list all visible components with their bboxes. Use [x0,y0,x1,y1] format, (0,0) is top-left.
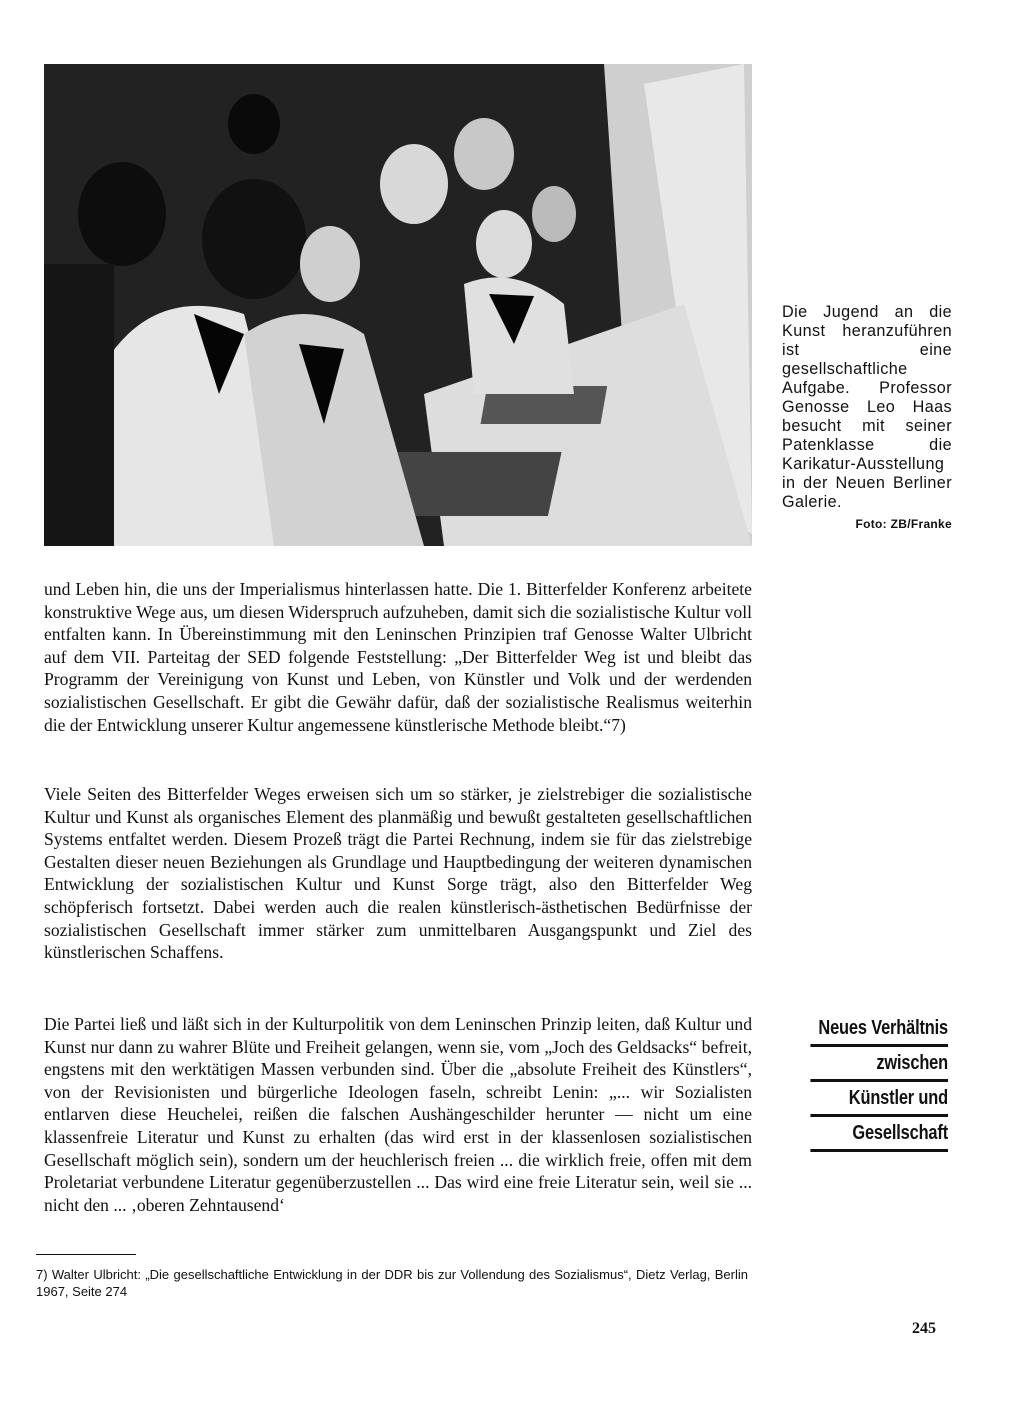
photo-credit: Foto: ZB/Franke [855,517,952,531]
body-paragraph: Die Partei ließ und läßt sich in der Kulturpolitik von dem Leninschen Prinzip leiten, daß Kultur und Kunst nur dann zu wahrer Blüte und Freiheit gelangen, wenn sie, vom „Joch des Geldsacks“ befreit, engstens mit den werktätigen Massen verbunden sind. Über die „absolute Freiheit des Künstlers“, von der Revisionisten und bürgerliche Ideologen faseln, schreibt Lenin: „... wir Sozialisten entlarven diese Heuchelei, reißen die falschen Aushängeschilder herunter — nicht um eine klassenfreie Literatur und Kunst zu erhalten (das wird erst in der klassenlosen sozialistischen Gesellschaft möglich sein), sondern um der heuchlerisch freien ... die wirklich freie, offen mit dem Proletariat verbundene Literatur gegenüberzustellen ... Das wird eine freie Literatur sein, weil sie ... nicht den ... ‚oberen Zehntausend‘ [44,1014,752,1215]
side-heading [810,1012,948,1152]
footnote-divider [36,1254,136,1255]
photo-icon [44,64,752,546]
body-paragraph: und Leben hin, die uns der Imperialismus hinterlassen hatte. Die 1. Bitterfelder Konferenz arbeitete konstruktive Wege aus, um diesen Widerspruch aufzuheben, damit sich die sozialistische Kultur voll entfalten kann. In Übereinstimmung mit den Leninschen Prinzipien traf Genosse Walter Ulbricht auf dem VII. Parteitag der SED folgende Feststellung: „Der Bitterfelder Weg ist und bleibt das Programm der Vereinigung von Kunst und Leben, von Künstler und Volk und der werdenden sozialistischen Gesellschaft. Er gibt die Gewähr dafür, daß der sozialistische Realismus weiterhin die der Entwicklung unserer Kultur angemessene künstlerische Methode bleibt.“7) [44,579,752,735]
side-heading-line: zwischen [810,1047,948,1082]
side-heading-line: Gesellschaft [810,1117,948,1152]
page-number: 245 [912,1320,936,1337]
footnote: 7) Walter Ulbricht: „Die gesellschaftliche Entwicklung in der DDR bis zur Vollendung des Sozialismus“, Dietz Verlag, Berlin 1967, Seite 274 [36,1267,748,1299]
side-heading-line: Künstler und [810,1082,948,1117]
photo-children-visiting-exhibition [44,64,752,546]
body-paragraph: Viele Seiten des Bitterfelder Weges erweisen sich um so stärker, je zielstrebiger die sozialistische Kultur und Kunst als organisches Element des planmäßig und bewußt gestalteten gesellschaftlichen Systems entfaltet werden. Diesem Prozeß trägt die Partei Rechnung, indem sie für das zielstrebige Gestalten dieser neuen Beziehungen als Grundlage und Hauptbedingung der weiteren dynamischen Entwicklung der sozialistischen Kultur und Kunst Sorge trägt, also den Bitterfelder Weg schöpferisch fortsetzt. Dabei werden auch die realen künstlerisch-ästhetischen Bedürfnisse der sozialistischen Gesellschaft immer stärker zum unmittelbaren Ausgangspunkt und Ziel des künstlerischen Schaffens. [44,784,752,963]
photo-caption: Die Jugend an die Kunst heranzuführen ist eine gesellschaftliche Aufgabe. Professor Genosse Leo Haas besucht mit seiner Patenklasse die Karikatur-Ausstellung in der Neuen Berliner Galerie. [782,303,952,511]
side-heading-line: Neues Verhältnis [810,1012,948,1047]
